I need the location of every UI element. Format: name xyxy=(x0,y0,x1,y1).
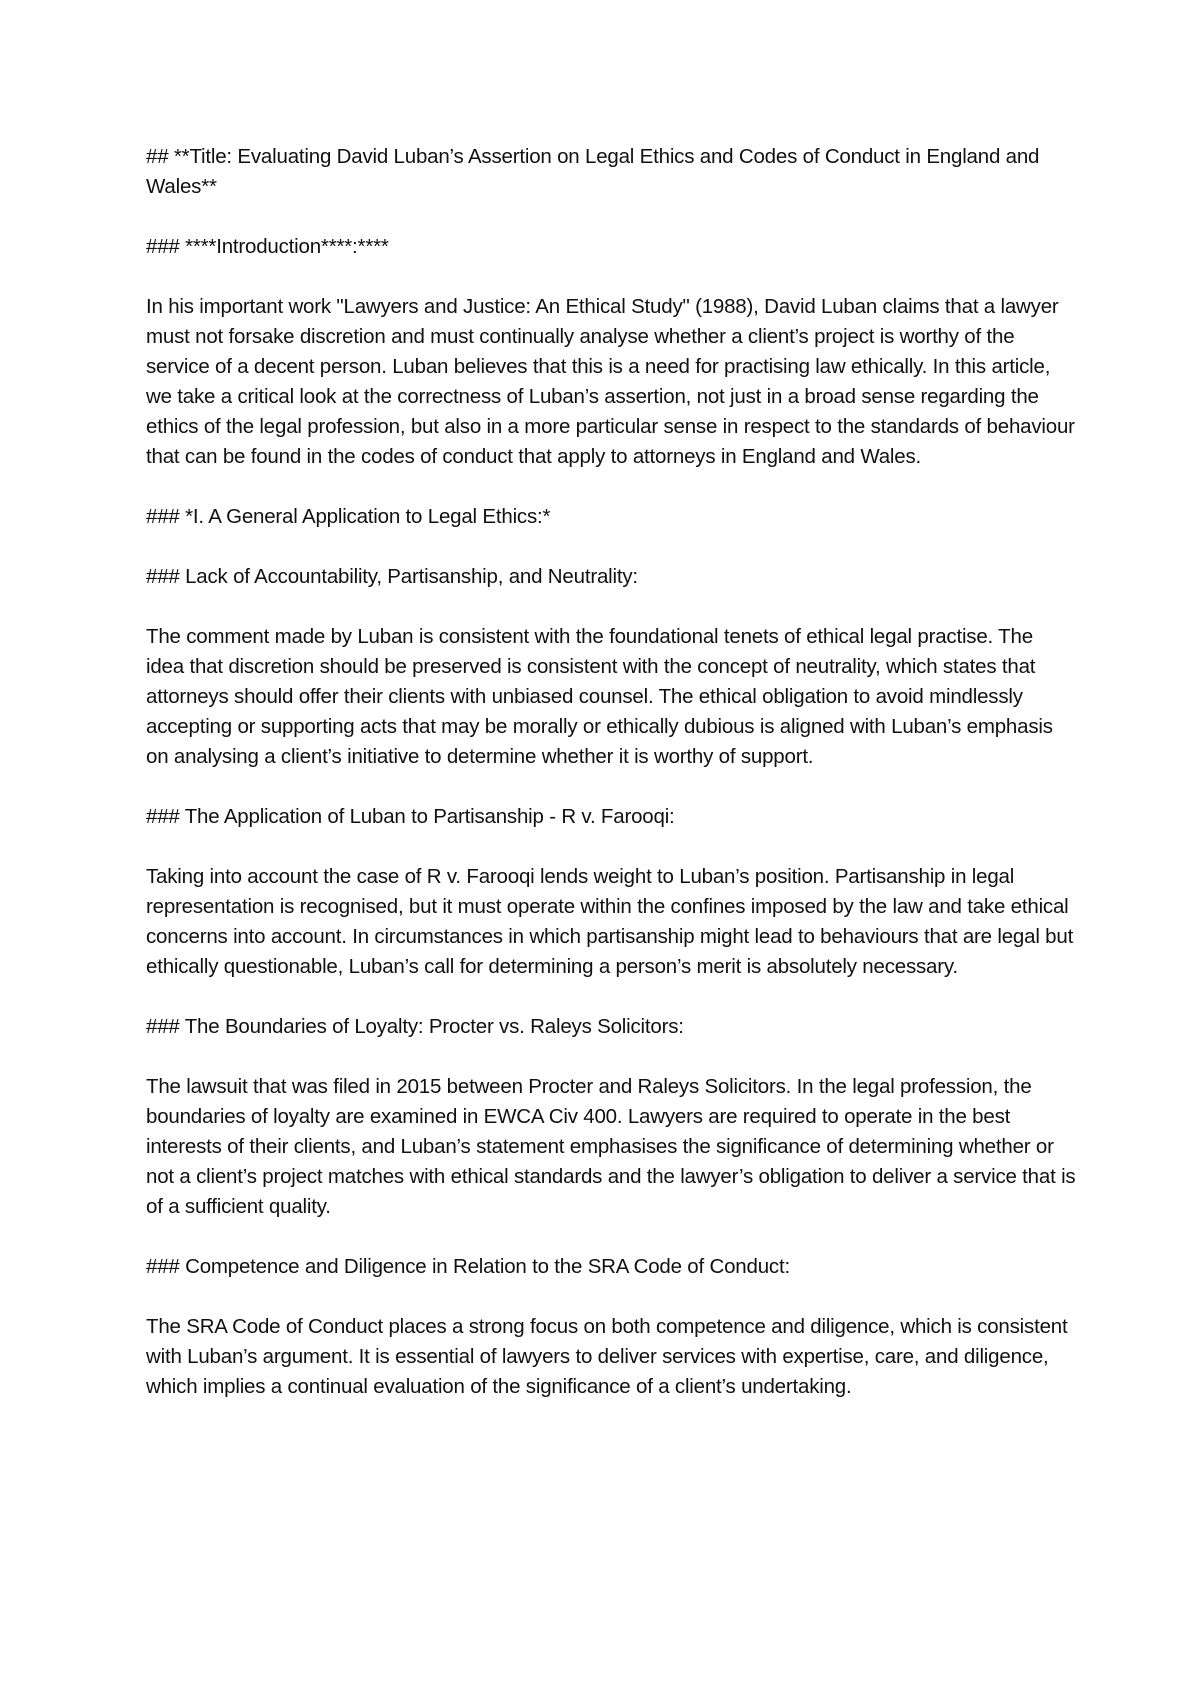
intro-heading: ### ****Introduction****:**** xyxy=(146,235,389,258)
document-title: ## **Title: Evaluating David Luban’s Assertion on Legal Ethics and Codes of Conduct in England and Wales** xyxy=(146,145,1045,198)
intro-paragraph: In his important work "Lawyers and Justice: An Ethical Study" (1988), David Luban claims that a lawyer must not forsake discretion and must continually analyse whether a client’s project is worthy of the service of a decent person. Luban believes that this is a need for practising law ethically. In this article, we take a critical look at the correctness of Luban’s assertion, not just in a broad sense regarding the ethics of the legal profession, but also in a more particular sense in respect to the standards of behaviour that can be found in the codes of conduct that apply to attorneys in England and Wales. xyxy=(146,295,1081,468)
neutrality-paragraph: The comment made by Luban is consistent with the foundational tenets of ethical legal practise. The idea that discretion should be preserved is consistent with the concept of neutrality, which states that attorneys should offer their clients with unbiased counsel. The ethical obligation to avoid mindlessly accepting or supporting acts that may be morally or ethically dubious is aligned with Luban’s emphasis on analysing a client’s initiative to determine whether it is worthy of support. xyxy=(146,625,1059,768)
farooqi-heading: ### The Application of Luban to Partisanship - R v. Farooqi: xyxy=(146,805,675,828)
neutrality-heading: ### Lack of Accountability, Partisanship, and Neutrality: xyxy=(146,565,638,588)
loyalty-paragraph: The lawsuit that was filed in 2015 between Procter and Raleys Solicitors. In the legal profession, the boundaries of loyalty are examined in EWCA Civ 400. Lawyers are required to operate in the best interests of their clients, and Luban’s statement emphasises the significance of determining whether or not a client’s project matches with ethical standards and the lawyer’s obligation to deliver a service that is of a sufficient quality. xyxy=(146,1075,1081,1218)
loyalty-heading: ### The Boundaries of Loyalty: Procter vs. Raleys Solicitors: xyxy=(146,1015,684,1038)
farooqi-paragraph: Taking into account the case of R v. Farooqi lends weight to Luban’s position. Partisanship in legal representation is recognised, but it must operate within the confines imposed by the law and take ethical concerns into account. In circumstances in which partisanship might lead to behaviours that are legal but ethically questionable, Luban’s call for determining a person’s merit is absolutely necessary. xyxy=(146,865,1079,978)
competence-paragraph: The SRA Code of Conduct places a strong focus on both competence and diligence, which is consistent with Luban’s argument. It is essential of lawyers to deliver services with expertise, care, and diligence, which implies a continual evaluation of the significance of a client’s undertaking. xyxy=(146,1315,1073,1398)
section1-heading: ### *I. A General Application to Legal Ethics:* xyxy=(146,505,551,528)
competence-heading: ### Competence and Diligence in Relation to the SRA Code of Conduct: xyxy=(146,1255,790,1278)
document-body xyxy=(146,142,1081,1432)
